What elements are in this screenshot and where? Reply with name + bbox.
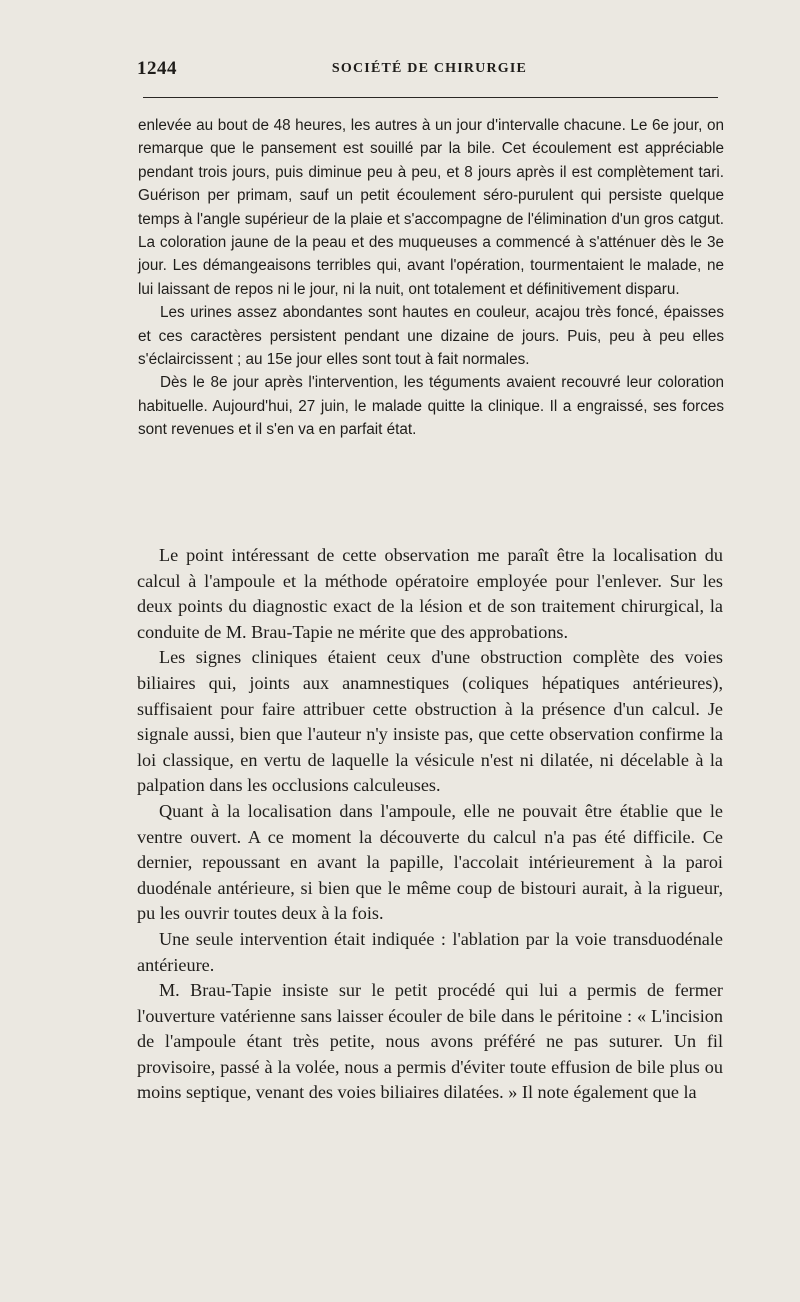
page-number: 1244 bbox=[137, 58, 177, 79]
observation-paragraph: Les urines assez abondantes sont hautes en couleur, acajou très foncé, épaisses et ces caractères persistent pendant une dizaine de jours. Puis, peu à peu elles s'éclaircissent ; au 15e jour elles sont tout à fait normales. bbox=[138, 304, 724, 369]
header-rule bbox=[143, 97, 718, 98]
commentary-paragraph: Une seule intervention était indiquée : l'ablation par la voie transduodénale antérieure. bbox=[137, 928, 723, 975]
page-header bbox=[137, 58, 722, 84]
commentary-paragraph: Quant à la localisation dans l'ampoule, elle ne pouvait être établie que le ventre ouvert. A ce moment la découverte du calcul n'a pas été difficile. Ce dernier, repoussant en avant la papille, l'accolait intérieurement à la paroi duodénale antérieure, si bien que le même coup de bistouri aurait, à la rigueur, pu les ouvrir toutes deux à la fois. bbox=[137, 800, 723, 924]
commentary-text bbox=[137, 543, 723, 1106]
observation-paragraph: Dès le 8e jour après l'intervention, les téguments avaient recouvré leur coloration habituelle. Aujourd'hui, 27 juin, le malade quitte la clinique. Il a engraissé, ses forces sont revenues et il s'en va en parfait état. bbox=[138, 374, 724, 439]
observation-paragraph: enlevée au bout de 48 heures, les autres à un jour d'intervalle chacune. Le 6e jour, on remarque que le pansement est souillé par la bile. Cet écoulement est appréciable pendant trois jours, puis diminue peu à peu, et 8 jours après il est complètement tari. Guérison per primam, sauf un petit écoulement séro-purulent qui persiste quelque temps à l'angle supérieur de la plaie et s'accompagne de l'élimination d'un gros catgut. La coloration jaune de la peau et des muqueuses a commencé à s'atténuer dès le 3e jour. Les démangeaisons terribles qui, avant l'opération, tourmentaient le malade, ne lui laissant de repos ni le jour, ni la nuit, ont totalement et définitivement disparu. bbox=[138, 117, 724, 298]
commentary-paragraph: Les signes cliniques étaient ceux d'une obstruction complète des voies biliaires qui, joints aux anamnestiques (coliques hépatiques antérieures), suffisaient pour faire attribuer cette obstruction à la présence d'un calcul. Je signale aussi, bien que l'auteur n'y insiste pas, que cette observation confirme la loi classique, en vertu de laquelle la vésicule n'est ni dilatée, ni décelable à la palpation dans les occlusions calculeuses. bbox=[137, 647, 723, 796]
observation-text bbox=[138, 114, 724, 442]
commentary-paragraph: M. Brau-Tapie insiste sur le petit procédé qui lui a permis de fermer l'ouverture vatérienne sans laisser écouler de bile dans le péritoine : « L'incision de l'ampoule étant très petite, nous avons préféré ne pas suturer. Un fil provisoire, passé à la volée, nous a permis d'éviter toute effusion de bile plus ou moins septique, venant des voies biliaires dilatées. » Il note également que la bbox=[137, 980, 723, 1103]
running-title: SOCIÉTÉ DE CHIRURGIE bbox=[331, 61, 528, 76]
commentary-paragraph: Le point intéressant de cette observation me paraît être la localisation du calcul à l'ampoule et la méthode opératoire employée pour l'enlever. Sur les deux points du diagnostic exact de la lésion et de son traitement chirurgical, la conduite de M. Brau-Tapie ne mérite que des approbations. bbox=[137, 545, 723, 642]
